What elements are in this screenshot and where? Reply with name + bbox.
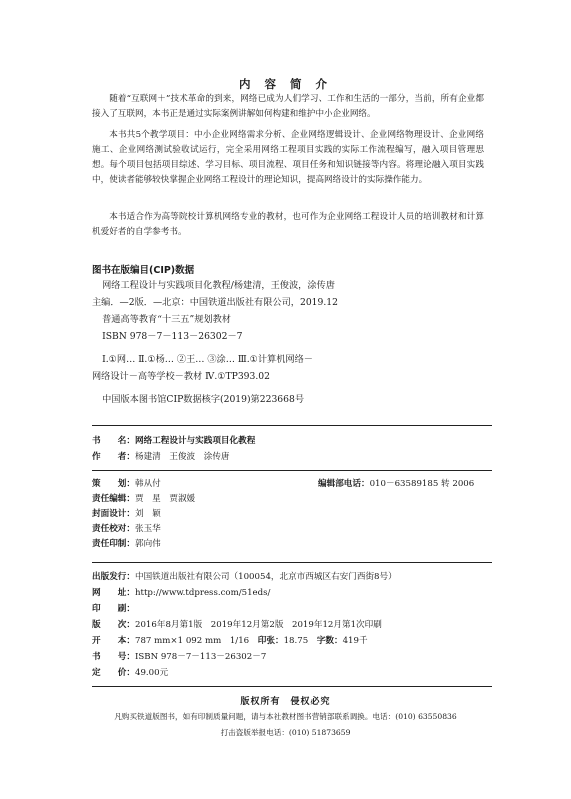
price: 49.00元	[134, 668, 169, 678]
print-row	[92, 537, 161, 551]
phone: 010－63589185 转 2006	[369, 479, 475, 489]
cip-block	[92, 277, 492, 408]
printer-row	[92, 602, 135, 616]
piracy-hotline: 打击盗版举报电话：(010) 51873659	[220, 728, 351, 737]
planner: 韩从付	[134, 479, 161, 489]
cover-label: 封面设计：	[92, 509, 135, 519]
planner-label: 策 划：	[92, 479, 135, 489]
print-manager: 郭向伟	[134, 539, 161, 549]
cip-line: ISBN 978－7－113－26302－7	[102, 331, 243, 342]
book-name: 网络工程设计与实践项目化教程	[134, 436, 256, 446]
isbn-row	[92, 650, 266, 664]
divider	[92, 470, 492, 471]
book-name-label: 书 名：	[92, 436, 135, 446]
copyright-notice: 版权所有 侵权必究	[240, 697, 331, 707]
cip-line: 网络设计－高等学校－教材 Ⅳ.①TP393.02	[92, 371, 270, 382]
words: 419千	[342, 636, 368, 646]
edition-label: 版 次：	[92, 620, 135, 630]
format: 787 mm×1 092 mm 1/16	[134, 636, 250, 646]
divider	[92, 686, 492, 687]
price-row	[92, 666, 168, 680]
edition-row	[92, 618, 382, 632]
format-label: 开 本：	[92, 636, 135, 646]
site-row	[92, 586, 270, 600]
printer-label: 印 刷：	[92, 604, 135, 614]
cip-line: 网络工程设计与实践项目化教程/杨建清，王俊波，涂传唐	[102, 280, 335, 291]
planner-row	[92, 477, 161, 491]
editor: 贾 星 贾淑媛	[134, 494, 196, 504]
intro-paragraph-1: 随着“互联网＋”技术革命的到来，网络已成为人们学习、工作和生活的一部分，当前，所有企业都接入了互联网，本书正是通过实际案例讲解如何构建和维护中小企业网络。	[92, 94, 484, 119]
editor-label: 责任编辑：	[92, 494, 135, 504]
cip-line: 中国版本图书馆CIP数据核字(2019)第223668号	[102, 394, 305, 405]
author-row	[92, 450, 230, 464]
print-label: 责任印制：	[92, 539, 135, 549]
cover-designer: 刘 颖	[134, 509, 161, 519]
cover-row	[92, 507, 161, 521]
editor-row	[92, 492, 195, 506]
cip-line: 普通高等教育“十三五”规划教材	[102, 314, 231, 325]
author-label: 作 者：	[92, 452, 135, 462]
page-title: 内 容 简 介	[238, 77, 332, 91]
cip-line: Ⅰ.①网… Ⅱ.①杨… ②王… ③涂… Ⅲ.①计算机网络－	[102, 354, 313, 365]
intro-paragraph-3: 本书适合作为高等院校计算机网络专业的教材，也可作为企业网络工程设计人员的培训教材和计算机爱好者的自学参考书。	[92, 212, 484, 237]
publisher: 中国铁道出版社有限公司（100054，北京市西城区右安门西街8号）	[134, 572, 397, 582]
book-name-row	[92, 434, 255, 448]
cip-line: 主编．—2版．—北京：中国铁道出版社有限公司，2019.12	[92, 297, 338, 308]
cip-heading: 图书在版编目(CIP)数据	[92, 265, 195, 276]
proof-label: 责任校对：	[92, 524, 135, 534]
intro-paragraph-2: 本书共5个教学项目：中小企业网络需求分析、企业网络逻辑设计、企业网络物理设计、企业网络施工、企业网络测试验收试运行，完全采用网络工程项目实践的实际工作流程编写，融入项目管理思想。每个项目包括项目综述、学习目标、项目流程、项目任务和知识链接等内容。将理论融入项目实践中，使读者能够较快掌握企业网络工程设计的理论知识，提高网络设计的实际操作能力。	[92, 130, 484, 185]
proof-row	[92, 522, 161, 536]
price-label: 定 价：	[92, 668, 135, 678]
divider	[92, 562, 492, 563]
exchange-notice: 凡购买铁道版图书，如有印制质量问题，请与本社教材图书营销部联系调换。电话：(010) 63550836	[114, 712, 457, 721]
phone-row	[318, 477, 474, 491]
isbn-label: 书 号：	[92, 652, 135, 662]
sheets-label: 印张：	[257, 636, 284, 646]
publisher-label: 出版发行：	[92, 572, 135, 582]
edition: 2016年8月第1版 2019年12月第2版 2019年12月第1次印刷	[134, 620, 382, 630]
site-label: 网 址：	[92, 588, 135, 598]
divider	[92, 425, 492, 426]
isbn: ISBN 978－7－113－26302－7	[134, 652, 267, 662]
proofreader: 张玉华	[134, 524, 161, 534]
phone-label: 编辑部电话：	[318, 479, 370, 489]
site-url: http://www.tdpress.com/51eds/	[134, 588, 271, 598]
sheets: 18.75	[283, 636, 309, 646]
publisher-row	[92, 570, 397, 584]
words-label: 字数：	[316, 636, 343, 646]
format-row	[92, 634, 368, 648]
authors: 杨建清 王俊波 涂传唐	[134, 452, 230, 462]
